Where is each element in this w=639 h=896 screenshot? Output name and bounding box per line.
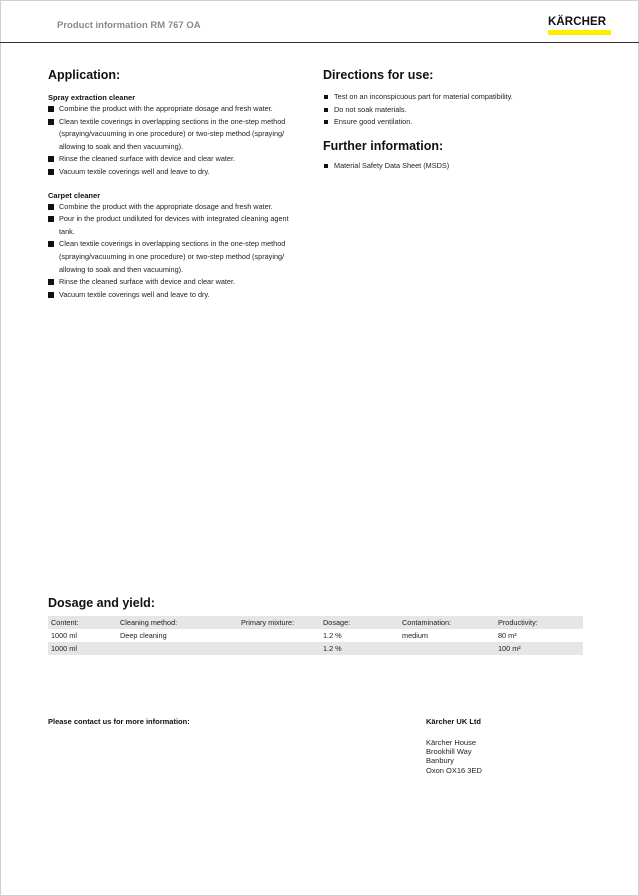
list-item-text: Combine the product with the appropriate dosage and fresh water. [59, 201, 273, 211]
table-header-row [48, 616, 583, 629]
list-item-text: tank. [59, 226, 75, 236]
address-line: Banbury [426, 756, 454, 766]
list-item-text: allowing to soak and then vacuuming). [59, 141, 184, 151]
list-item-text: (spraying/vacuuming in one procedure) or two-step method (spraying/ [59, 129, 285, 139]
bullet-square-icon [48, 119, 54, 125]
list-item [48, 153, 310, 166]
table-cell: Content: [51, 618, 79, 627]
list-item [48, 213, 310, 238]
table-cell: 1.2 % [323, 644, 342, 653]
application-sections [48, 93, 310, 301]
section-title: Carpet cleaner [48, 190, 101, 200]
bullet-list [48, 201, 310, 302]
table-cell: medium [402, 631, 428, 640]
list-item [48, 238, 310, 276]
table-cell: Productivity: [498, 618, 538, 627]
list-item-text: Ensure good ventilation. [334, 117, 413, 127]
table-cell: 1.2 % [323, 631, 342, 640]
list-item [48, 201, 310, 214]
list-item-text: Clean textile coverings in overlapping sections in the one-step method [59, 239, 286, 249]
list-item [323, 160, 585, 173]
bullet-square-icon [48, 216, 54, 222]
list-item-text: Vacuum textile coverings well and leave to dry. [59, 166, 210, 176]
document-title: Product information RM 767 OA [57, 20, 201, 31]
list-item-text: Clean textile coverings in overlapping sections in the one-step method [59, 116, 286, 126]
application-column [48, 68, 310, 301]
list-item [48, 103, 310, 116]
bullet-square-icon [48, 292, 54, 298]
table-cell: Dosage: [323, 618, 351, 627]
list-item [323, 91, 585, 104]
list-item [48, 289, 310, 302]
table-cell: Contamination: [402, 618, 452, 627]
directions-list [323, 91, 585, 129]
dosage-table [48, 616, 583, 655]
right-column [323, 68, 585, 172]
bullet-square-icon [48, 279, 54, 285]
section-title: Spray extraction cleaner [48, 93, 136, 102]
list-item-text: Rinse the cleaned surface with device and clear water. [59, 154, 236, 164]
list-item-text: Material Safety Data Sheet (MSDS) [334, 160, 450, 170]
list-item-text: Test on an inconspicuous part for material compatibility. [334, 92, 513, 101]
list-item-text: Vacuum textile coverings well and leave to dry. [59, 289, 210, 299]
table-cell: 80 m² [498, 631, 517, 640]
dosage-section [48, 596, 583, 655]
list-item [48, 166, 310, 179]
application-heading: Application: [48, 68, 121, 82]
page-header [0, 0, 639, 43]
table-cell: Cleaning method: [120, 618, 178, 627]
bullet-square-icon [324, 164, 328, 168]
karcher-logo: KÄRCHER [548, 16, 607, 28]
table-row [48, 629, 583, 642]
table-row [48, 642, 583, 655]
bullet-square-icon [48, 204, 54, 210]
table-cell: 1000 ml [51, 631, 77, 640]
logo-yellow-bar [548, 30, 611, 35]
bullet-square-icon [324, 108, 328, 112]
bullet-square-icon [48, 106, 54, 112]
list-item-text: Do not soak materials. [334, 104, 407, 114]
directions-heading: Directions for use: [323, 68, 434, 82]
list-item [323, 116, 585, 129]
list-item-text: (spraying/vacuuming in one procedure) or two-step method (spraying/ [59, 251, 285, 261]
table-cell: Deep cleaning [120, 631, 167, 640]
list-item-text: Combine the product with the appropriate dosage and fresh water. [59, 104, 273, 113]
list-item [48, 116, 310, 154]
list-item-text: Pour in the product undiluted for devices with integrated cleaning agent [59, 214, 289, 224]
address-line: Oxon OX16 3ED [426, 765, 482, 775]
list-item [48, 276, 310, 289]
table-cell: Primary mixture: [241, 618, 295, 627]
list-item [323, 104, 585, 117]
bullet-square-icon [324, 120, 328, 124]
further-info-list [323, 160, 585, 173]
address-line: Brookhill Way [426, 747, 472, 757]
table-cell: 1000 ml [51, 644, 77, 653]
table-cell: 100 m² [498, 644, 521, 653]
contact-label: Please contact us for more information: [48, 717, 190, 726]
address-line: Kärcher House [426, 738, 477, 747]
bullet-square-icon [48, 156, 54, 162]
further-info-heading: Further information: [323, 138, 444, 153]
company-address [426, 738, 482, 775]
dosage-heading: Dosage and yield: [48, 596, 155, 610]
bullet-square-icon [48, 241, 54, 247]
list-item-text: allowing to soak and then vacuuming). [59, 264, 184, 274]
bullet-list [48, 103, 310, 179]
company-name: Kärcher UK Ltd [426, 717, 482, 726]
list-item-text: Rinse the cleaned surface with device and clear water. [59, 277, 236, 287]
bullet-square-icon [48, 169, 54, 175]
bullet-square-icon [324, 95, 328, 99]
